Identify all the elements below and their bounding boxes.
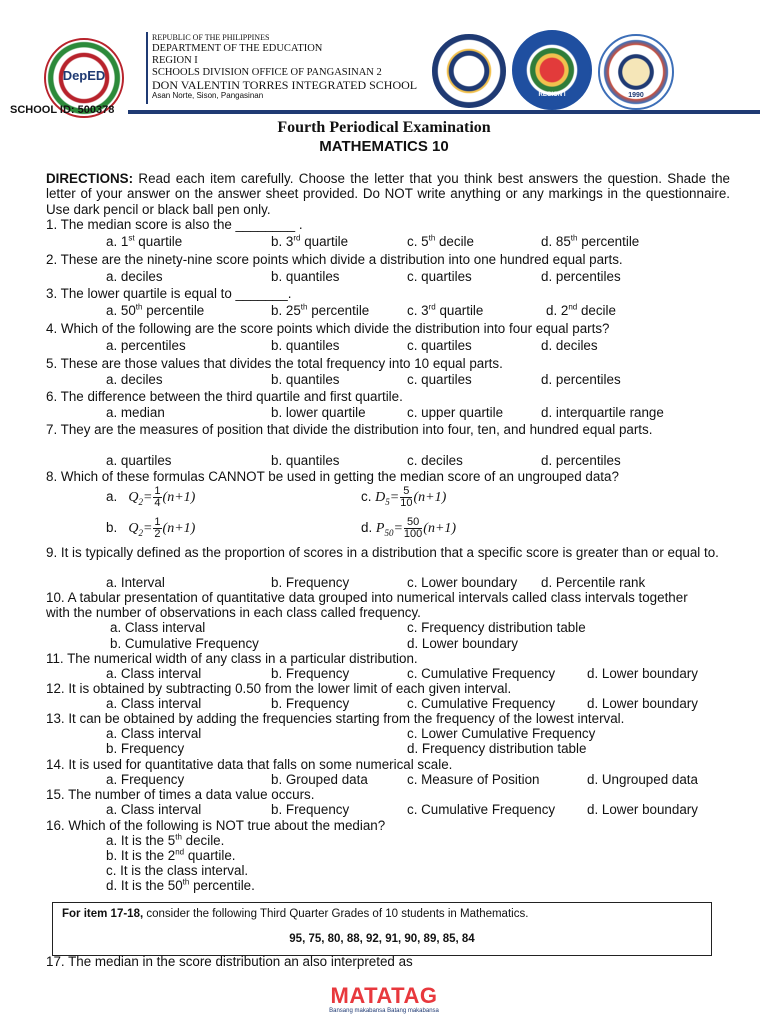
question-17: 17. The median in the score distribution an also interpreted as (46, 954, 413, 969)
header-vertical-rule (146, 32, 148, 104)
q7-option-c: c. deciles (407, 453, 463, 468)
q10-option-a: a. Class interval (110, 620, 206, 635)
q4-option-a: a. percentiles (106, 338, 186, 353)
q2-option-d: d. percentiles (541, 269, 621, 284)
q13-option-c: c. Lower Cumulative Frequency (407, 726, 596, 741)
q15-option-b: b. Frequency (271, 802, 350, 817)
q12-option-a: a. Class interval (106, 696, 202, 711)
q6-option-a: a. median (106, 405, 165, 420)
q8-formula-a: a. $Q_2=$ $\frac{1}{4}$ (n+1) (106, 485, 196, 509)
question-7: 7. They are the measures of position that divide the distribution into four, ten, and hundred equal parts. (46, 422, 653, 437)
q16-option-b: b. It is the 2nd quartile. (106, 847, 236, 863)
q16-option-c: c. It is the class interval. (106, 863, 249, 878)
q16-option-d: d. It is the 50th percentile. (106, 877, 255, 893)
info-box-body: consider the following Third Quarter Grades of 10 students in Mathematics. (143, 908, 529, 920)
school-id: SCHOOL ID: 500378 (10, 104, 115, 116)
q10-option-b: b. Cumulative Frequency (110, 636, 259, 651)
pangasinan-division-seal-logo (598, 34, 674, 110)
pangasinan-seal-year: 1990 (628, 92, 644, 99)
directions-text: Read each item carefully. Choose the letter that you think best answers the question. Shade the letter of your answer on the answer sheet provided. Do NOT write anything or any markings in the questionnaire. Use dark pencil or black ball pen only. (46, 171, 730, 217)
matatag-tagline: Bansang makabansa Batang makabansa (329, 1008, 439, 1014)
q5-option-b: b. quantiles (271, 372, 340, 387)
exam-title: Fourth Periodical Examination (277, 119, 491, 136)
q3-option-c: c. 3rd quartile (407, 302, 484, 318)
question-16: 16. Which of the following is NOT true about the median? (46, 818, 386, 833)
q9-option-a: a. Interval (106, 575, 165, 590)
q7-option-d: d. percentiles (541, 453, 621, 468)
q7-option-a: a. quartiles (106, 453, 172, 468)
info-box-text (62, 908, 528, 920)
q1-option-a: a. 1st quartile (106, 233, 183, 249)
q14-option-c: c. Measure of Position (407, 772, 540, 787)
deped-seal-text: DepED (62, 68, 106, 83)
question-11: 11. The numerical width of any class in a particular distribution. (46, 651, 418, 666)
q10-option-d: d. Lower boundary (407, 636, 518, 651)
q4-option-d: d. deciles (541, 338, 598, 353)
department-of-education-seal-logo (512, 30, 592, 110)
q4-option-b: b. quantiles (271, 338, 340, 353)
question-6: 6. The difference between the third quartile and first quartile. (46, 389, 403, 404)
q1-option-c: c. 5th decile (407, 233, 474, 249)
q16-option-a: a. It is the 5th decile. (106, 832, 225, 848)
directions-label: DIRECTIONS: (46, 171, 134, 186)
q15-option-a: a. Class interval (106, 802, 202, 817)
q6-option-b: b. lower quartile (271, 405, 366, 420)
question-2: 2. These are the ninety-nine score points which divide a distribution into one hundred equal parts. (46, 252, 623, 267)
q7-option-b: b. quantiles (271, 453, 340, 468)
q14-option-a: a. Frequency (106, 772, 185, 787)
header-division: SCHOOLS DIVISION OFFICE OF PANGASINAN 2 (152, 67, 382, 78)
q9-option-d: d. Percentile rank (541, 575, 646, 590)
question-13: 13. It can be obtained by adding the frequencies starting from the frequency of the lowest interval. (46, 711, 625, 726)
q10-option-c: c. Frequency distribution table (407, 620, 586, 635)
question-10: 10. A tabular presentation of quantitative data grouped into numerical intervals called class intervals together with the number of observations in each class called frequency. (46, 590, 718, 621)
q6-option-c: c. upper quartile (407, 405, 504, 420)
q2-option-c: c. quartiles (407, 269, 472, 284)
header-region: REGION I (152, 55, 198, 66)
question-4: 4. Which of the following are the score points which divide the distribution into four equal parts? (46, 321, 610, 336)
q5-option-a: a. deciles (106, 372, 163, 387)
question-12: 12. It is obtained by subtracting 0.50 from the lower limit of each given interval. (46, 681, 512, 696)
q5-option-d: d. percentiles (541, 372, 621, 387)
q12-option-c: c. Cumulative Frequency (407, 696, 556, 711)
q13-option-d: d. Frequency distribution table (407, 741, 587, 756)
q1-option-b: b. 3rd quartile (271, 233, 349, 249)
q8-formula-b: b. $Q_2=$ $\frac{1}{2}$ (n+1) (106, 516, 196, 540)
info-box-lead: For item 17-18, (62, 908, 144, 920)
q2-option-a: a. deciles (106, 269, 163, 284)
q13-option-a: a. Class interval (106, 726, 202, 741)
q11-option-d: d. Lower boundary (587, 666, 698, 681)
q8-formula-d: d. $P_{50}=$ $\frac{50}{100}$ (n+1) (361, 516, 457, 540)
q14-option-b: b. Grouped data (271, 772, 368, 787)
question-5: 5. These are those values that divides the total frequency into 10 equal parts. (46, 356, 503, 371)
q9-option-b: b. Frequency (271, 575, 350, 590)
q3-option-b: b. 25th percentile (271, 302, 370, 318)
q12-option-b: b. Frequency (271, 696, 350, 711)
header-republic: REPUBLIC OF THE PHILIPPINES (152, 33, 270, 42)
q15-option-d: d. Lower boundary (587, 802, 698, 817)
q12-option-d: d. Lower boundary (587, 696, 698, 711)
question-15: 15. The number of times a data value occurs. (46, 787, 315, 802)
q3-option-d: d. 2nd decile (546, 302, 616, 318)
q5-option-c: c. quartiles (407, 372, 472, 387)
q4-option-c: c. quartiles (407, 338, 472, 353)
question-1: 1. The median score is also the ________ . (46, 217, 303, 232)
q14-option-d: d. Ungrouped data (587, 772, 698, 787)
question-3: 3. The lower quartile is equal to _______. (46, 286, 292, 301)
q2-option-b: b. quantiles (271, 269, 340, 284)
question-9: 9. It is typically defined as the proportion of scores in a distribution that a specific score is greater than or equal to. (46, 545, 719, 560)
matatag-logo: MATATAG (330, 983, 438, 1008)
header-department: DEPARTMENT OF THE EDUCATION (152, 43, 323, 54)
directions (46, 171, 730, 217)
kagawaran-seal-logo (432, 34, 506, 108)
exam-subject: MATHEMATICS 10 (319, 138, 449, 155)
item-17-18-info-box (52, 902, 712, 956)
q11-option-c: c. Cumulative Frequency (407, 666, 556, 681)
q8-formula-c: c. $D_5=$ $\frac{5}{10}$ (n+1) (361, 485, 447, 509)
q1-option-d: d. 85th percentile (541, 233, 640, 249)
q15-option-c: c. Cumulative Frequency (407, 802, 556, 817)
q3-option-a: a. 50th percentile (106, 302, 205, 318)
q13-option-b: b. Frequency (106, 741, 185, 756)
question-8: 8. Which of these formulas CANNOT be used in getting the median score of an ungrouped data? (46, 469, 619, 484)
header-horizontal-rule (128, 110, 760, 114)
q9-option-c: c. Lower boundary (407, 575, 518, 590)
q6-option-d: d. interquartile range (541, 405, 664, 420)
question-14: 14. It is used for quantitative data that falls on some numerical scale. (46, 757, 453, 772)
info-box-grades: 95, 75, 80, 88, 92, 91, 90, 89, 85, 84 (289, 933, 475, 945)
q11-option-b: b. Frequency (271, 666, 350, 681)
q11-option-a: a. Class interval (106, 666, 202, 681)
region-ring-label: REGION I (538, 92, 566, 98)
header-address: Asan Norte, Sison, Pangasinan (152, 91, 264, 100)
header-school: DON VALENTIN TORRES INTEGRATED SCHOOL (152, 78, 418, 92)
header-text-block (152, 33, 452, 101)
